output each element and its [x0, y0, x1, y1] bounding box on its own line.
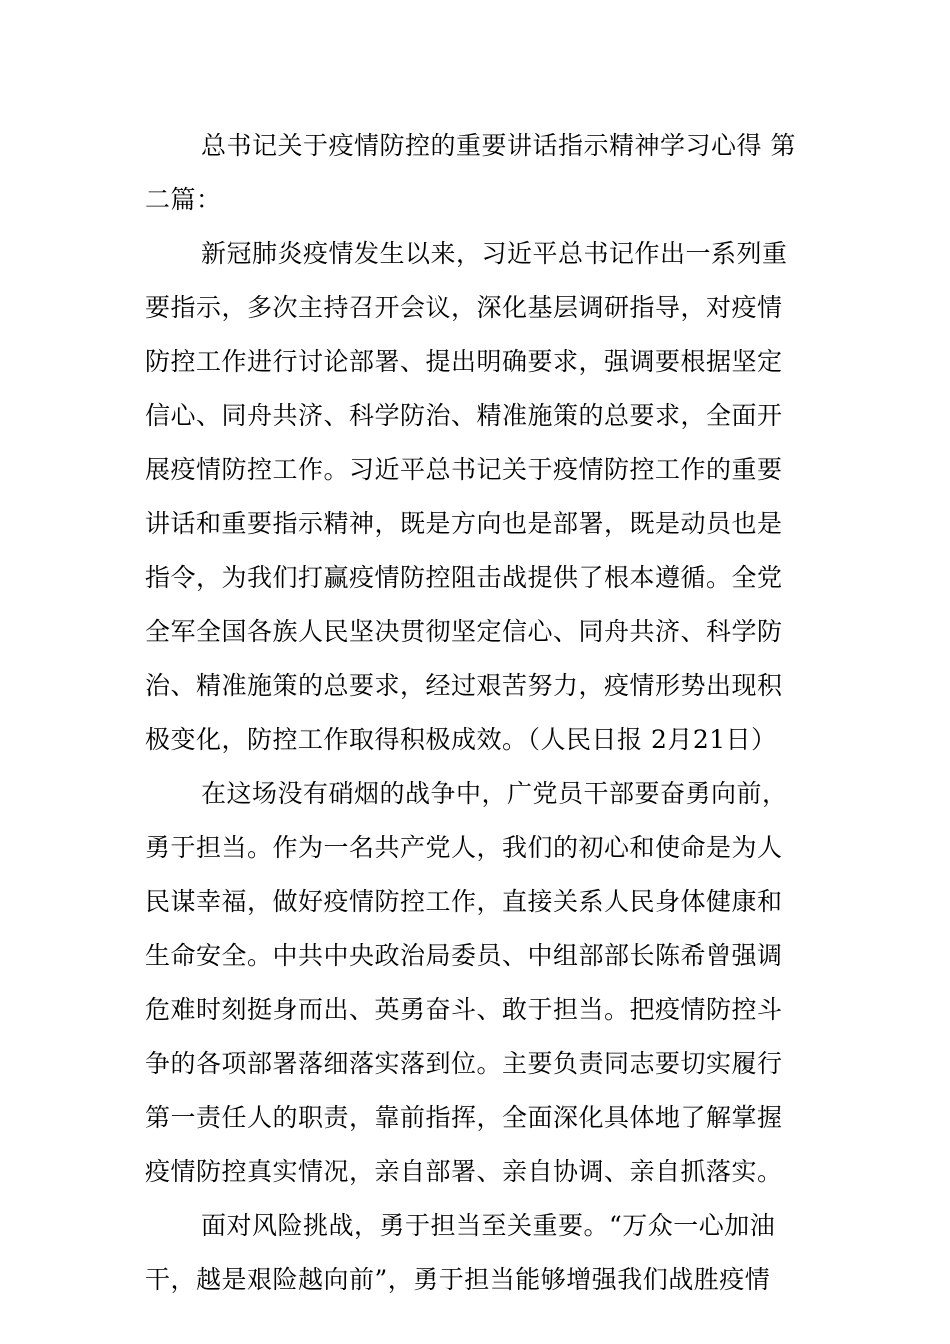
paragraph-1-line: 防控工作进行讨论部署、提出明确要求，强调要根据坚定	[145, 347, 783, 376]
paragraph-1-line: 要指示，多次主持召开会议，深化基层调研指导，对疫情	[145, 293, 783, 322]
paragraph-2-line: 第一责任人的职责，靠前指挥，全面深化具体地了解掌握	[145, 1103, 783, 1132]
paragraph-1-line: 全军全国各族人民坚决贯彻坚定信心、同舟共济、科学防	[145, 617, 783, 646]
paragraph-1-line: 治、精准施策的总要求，经过艰苦努力，疫情形势出现积	[145, 671, 783, 700]
paragraph-3-line: 干，越是艰险越向前”，勇于担当能够增强我们战胜疫情	[145, 1265, 771, 1294]
paragraph-2-line: 危难时刻挺身而出、英勇奋斗、敢于担当。把疫情防控斗	[145, 995, 783, 1024]
document-title-line-2: 二篇：	[145, 185, 222, 214]
paragraph-1-line: 指令，为我们打赢疫情防控阻击战提供了根本遵循。全党	[145, 563, 783, 592]
paragraph-2-line: 生命安全。中共中央政治局委员、中组部部长陈希曾强调	[145, 941, 783, 970]
paragraph-1-line: 信心、同舟共济、科学防治、精准施策的总要求，全面开	[145, 401, 783, 430]
paragraph-2-line: 疫情防控真实情况，亲自部署、亲自协调、亲自抓落实。	[145, 1157, 783, 1186]
paragraph-1-line: 新冠肺炎疫情发生以来，习近平总书记作出一系列重	[201, 239, 788, 268]
paragraph-1-line: 极变化，防控工作取得积极成效。（人民日报 2月21日）	[145, 725, 777, 754]
paragraph-2-line: 在这场没有硝烟的战争中，广党员干部要奋勇向前，	[201, 779, 788, 808]
document-body	[145, 119, 810, 1307]
document-title-line-1: 总书记关于疫情防控的重要讲话指示精神学习心得 第	[201, 131, 796, 160]
paragraph-3-line: 面对风险挑战，勇于担当至关重要。“万众一心加油	[201, 1211, 776, 1240]
paragraph-1-line: 展疫情防控工作。习近平总书记关于疫情防控工作的重要	[145, 455, 783, 484]
paragraph-2-line: 民谋幸福，做好疫情防控工作，直接关系人民身体健康和	[145, 887, 783, 916]
paragraph-2-line: 争的各项部署落细落实落到位。主要负责同志要切实履行	[145, 1049, 783, 1078]
paragraph-1-line: 讲话和重要指示精神，既是方向也是部署，既是动员也是	[145, 509, 783, 538]
paragraph-2-line: 勇于担当。作为一名共产党人，我们的初心和使命是为人	[145, 833, 783, 862]
